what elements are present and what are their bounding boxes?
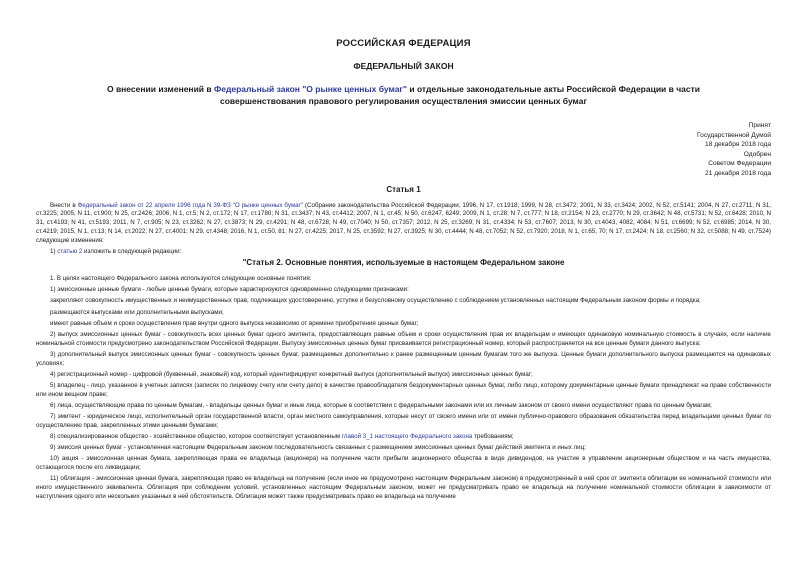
paragraph: 7) эмитент - юридическое лицо, исполнительный орган государственной власти, орган местного самоуправления, которые несут от своего имени или от имени публично-правового образования обязательства перед владельцами ценных бумаг по осуществлению прав, закрепленных этими ценными бумагами; [36,412,771,429]
law-link[interactable]: Федеральный закон от 22 апреля 1996 года N 39-ФЗ "О рынке ценных бумаг" [77,201,304,209]
title-suffix: и отдельные законодательные акты Российской Федерации в части совершенствования правового регулирования осуществления эмиссии ценных бумаг [219,84,701,106]
paragraph: 6) лица, осуществляющие права по ценным бумагам, - владельцы ценных бумаг и иные лица, которые в соответствии с федеральными законами или их личным законом от своего имени осуществляют права по ценным бумагам; [50,401,712,409]
document-type: ФЕДЕРАЛЬНЫЙ ЗАКОН [353,61,454,71]
document-body [36,202,771,502]
article-1-item-1 [36,248,771,257]
paragraph: закрепляют совокупность имущественных и неимущественных прав, подлежащих удостоверению, уступке и безусловному осуществлению с соблюдением установленных настоящим Федеральным законом формы и порядка; [50,297,701,305]
paragraph-suffix: требованиям; [472,432,514,440]
adoption-line: Государственной Думой [697,131,771,139]
paragraph: имеют равные объем и сроки осуществления прав внутри одного выпуска независимо от времени приобретения ценных бумаг; [50,319,419,327]
paragraph: 4) регистрационный номер - цифровой (буквенный, знаковый) код, который идентифицирует конкретный выпуск (дополнительный выпуск) эмиссионных ценных бумаг; [50,370,533,378]
chapter-link[interactable]: главой 3_1 настоящего Федерального закона [341,432,473,440]
paragraph: 3) дополнительный выпуск эмиссионных ценных бумаг - совокупность ценных бумаг, размещаемых дополнительно к ранее размещенным ценным бумагам того же выпуска. Ценные бумаги дополнительного выпуска размещаются на одинаковых условиях; [36,350,771,367]
paragraph: 10) акция - эмиссионная ценная бумага, закрепляющая права ее владельца (акционера) на получение части прибыли акционерного общества в виде дивидендов, на участие в управлении акционерным обществом и на часть имущества, остающегося после его ликвидации; [36,455,771,472]
article-1-heading: Статья 1 [386,184,421,194]
title-prefix: О внесении изменений в [106,84,214,94]
paragraph: размещаются выпусками или дополнительными выпусками; [50,308,224,316]
adoption-line: Одобрен [743,150,771,158]
title-law-link[interactable]: Федеральный закон "О рынке ценных бумаг" [213,84,407,94]
paragraph: 1. В целях настоящего Федерального закона используются следующие основные понятия: [50,275,312,283]
paragraph [36,433,771,442]
paragraph: 2) выпуск эмиссионных ценных бумаг - совокупность всех ценных бумаг одного эмитента, предоставляющих равные объем и сроки осуществления прав их владельцам и имеющих одинаковую номинальную стоимость в случаях, если наличие номинальной стоимости предусмотрено законодательством Российской Федерации. Выпуску эмиссионных ценных бумаг присваивается регистрационный номер, который распространяется на все ценные бумаги данного выпуска; [36,330,771,347]
article-2-heading: "Статья 2. Основные понятия, используемые в настоящем Федеральном законе [242,258,565,268]
document-country: РОССИЙСКАЯ ФЕДЕРАЦИЯ [336,38,471,49]
item-suffix: изложить в следующей редакции: [82,248,182,256]
adoption-block [36,121,771,179]
paragraph: 5) владелец - лицо, указанное в учетных записях (записях по лицевому счету или счету депо) в качестве правообладателя бездокументарных ценных бумаг, либо лицо, которому документарные ценные бумаги принадлежат на праве собственности или ином вещном праве; [36,381,771,398]
paragraph: 11) облигация - эмиссионная ценная бумага, закрепляющая право ее владельца на получение (если иное не предусмотрено настоящим Федеральным законом) в предусмотренный в ней срок от эмитента облигации ее номинальной стоимости или иного имущественного эквивалента. Облигация при соблюдении условий, установленных настоящим Федеральным законом, может не предусматривать право ее владельца на получение номинальной стоимости облигации в зависимости от наступления одного или нескольких указанных в ней обстоятельств. Облигация может также предусматривать право ее владельца на получение [36,475,771,500]
article-2-link[interactable]: статью 2 [57,248,83,256]
intro-prefix: Внести в [50,201,78,209]
item-prefix: 1) [50,248,58,256]
paragraph: 9) эмиссия ценных бумаг - установленная настоящим Федеральным законом последовательность связанных с размещением эмиссионных ценных бумаг действий эмитента и иных лиц; [50,444,586,452]
article-1-intro [36,202,771,247]
adoption-line: 18 декабря 2018 года [705,141,771,149]
intro-suffix: (Собрание законодательства Российской Федерации, 1996, N 17, ст.1918; 1999, N 28, ст.3472; 2001, N 33, ст.3424; 2002, N 52, ст.5141; 2004, N 27, ст.2711; N 31, ст.3225; 2005, N 11, ст.900; N 25, ст.2426; 2006, N 1, ст.5; N 2, ст.172; N 17, ст.1780; N 31, ст.3437; N 43, ст.4412; 2007, N 1, ст.45; N 50, ст.6247, 6249; 2009, N 1, ст.28; N 7, ст.777; N 18, ст.2154; N 23, ст.2770; N 29, ст.3642; N 48, ст.5731; N 52, ст.6428; 2010, N 31, ст.4193; N 41, ст.5193; 2011, N 7, ст.905; N 23, ст.3262; N 27, ст.3873; N 29, ст.4291; N 48, ст.6728; N 49, ст.7040; N 50, ст.7357; 2012, N 25, ст.3269; N 31, ст.4334; N 53, ст.7607; 2013, N 30, ст.4043, 4082, 4084; N 51, ст.6699; N 52, ст.6985; 2014, N 30, ст.4219; 2015, N 1, ст.13; N 14, ст.2022; N 27, ст.4001; N 29, ст.4348; 2016, N 1, ст.50, 81; N 27, ст.4225; 2017, N 25, ст.3592; N 27, ст.3925; N 30, ст.4444; N 48, ст.7052; N 52, ст.7920; 2018, N 1, ст.65, 70; N 17, ст.2424; N 18, ст.2560; N 32, ст.5088; N 49, ст.7524) следующие изменения: [36,201,771,245]
paragraph-prefix: 8) специализированное общество - хозяйственное общество, которое соответствует установленным [50,432,342,440]
paragraph: 1) эмиссионные ценные бумаги - любые ценные бумаги, которые характеризуются одновременно следующими признаками: [50,286,409,294]
adoption-line: Советом Федерации [708,160,771,168]
document-title [36,83,771,107]
adoption-line: 21 декабря 2018 года [705,169,771,177]
adoption-line: Принят [748,122,771,129]
